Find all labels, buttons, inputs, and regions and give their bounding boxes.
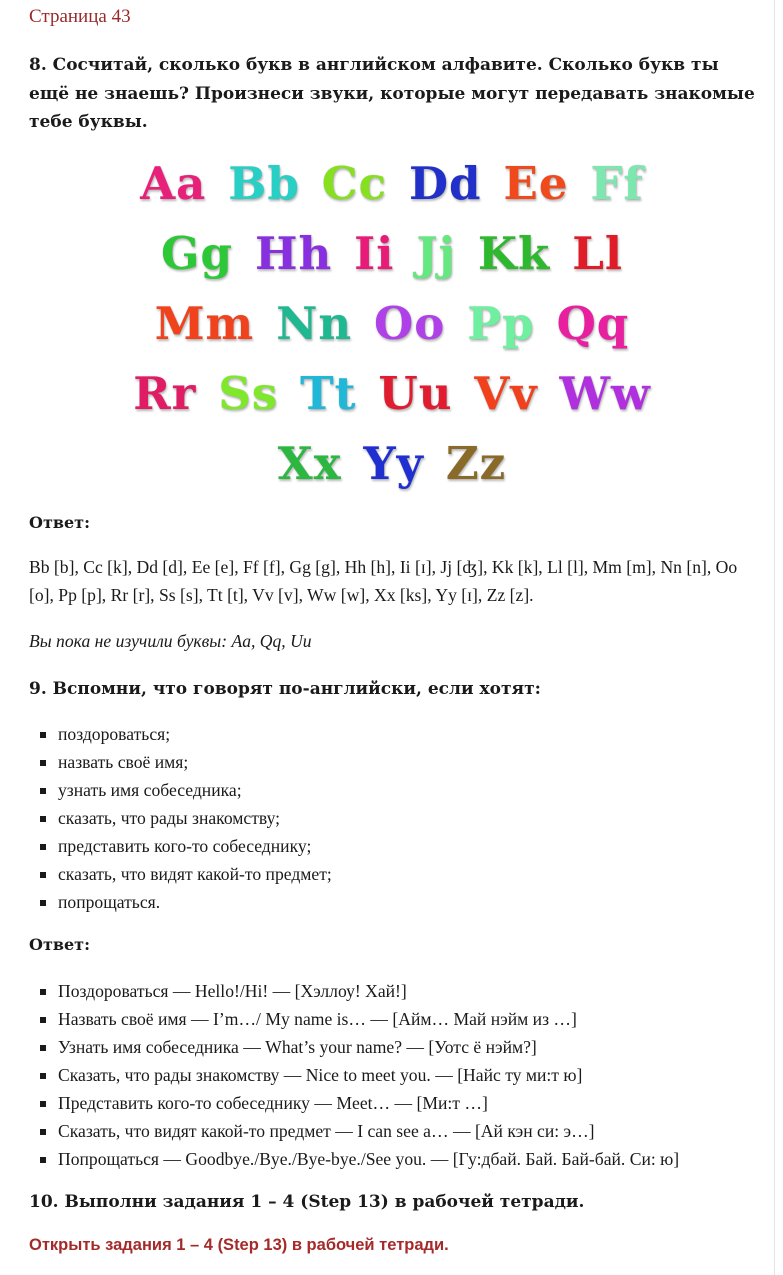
unlearned-letters-note: Вы пока не изучили буквы: Aa, Qq, Uu	[29, 631, 312, 651]
bullet-icon	[40, 816, 46, 822]
alphabet-letter: Vv	[474, 366, 538, 420]
alphabet-letter: Uu	[378, 366, 453, 420]
list-item	[29, 1089, 759, 1117]
bullet-icon	[40, 1073, 46, 1079]
list-item-text: попрощаться.	[58, 892, 161, 912]
list-item	[29, 977, 759, 1005]
list-item	[29, 720, 759, 748]
alphabet-letter: Gg	[161, 226, 233, 280]
alphabet-letter: Qq	[556, 296, 630, 350]
answer-text: Bb [b], Cc [k], Dd [d], Ee [e], Ff [f], Gg [g], Hh [h], Ii [ɪ], Jj [ʤ], Kk [k], Ll [l], Mm [m], Nn [n], Oo [o], Pp [p], Rr [r], Ss [s], Tt [t], Vv [v], Ww [w], Xx [ks], Yy [ɪ], Zz [z].	[29, 557, 738, 605]
bullet-icon	[40, 760, 46, 766]
list-item	[29, 1061, 759, 1089]
alphabet-row	[25, 358, 759, 428]
list-item	[29, 804, 759, 832]
alphabet-letter: Nn	[276, 296, 353, 350]
bullet-icon	[40, 1045, 46, 1051]
task-8-heading: 8. Сосчитай, сколько букв в английском алфавите. Сколько букв ты ещё не знаешь? Произнеси звуки, которые могут передавать знакомые тебе буквы.	[29, 55, 755, 132]
list-item	[29, 860, 759, 888]
list-item-text: Попрощаться — Goodbye./Bye./Bye-bye./See you. — [Гу:дбай. Бай. Бай-бай. Си: ю]	[58, 1149, 680, 1169]
list-item-text: представить кого-то собеседнику;	[58, 836, 312, 856]
bullet-icon	[40, 1017, 46, 1023]
alphabet-letter: Aa	[140, 156, 207, 210]
alphabet-letter: Rr	[133, 366, 197, 420]
alphabet-letter: Oo	[374, 296, 446, 350]
alphabet-letter: Xx	[277, 436, 342, 490]
list-item-text: сказать, что рады знакомству;	[58, 808, 281, 828]
alphabet-row	[25, 218, 759, 288]
alphabet-letter: Ll	[572, 226, 623, 280]
bullet-icon	[40, 788, 46, 794]
alphabet-letter: Cc	[321, 156, 388, 210]
alphabet-letter: Ff	[590, 156, 644, 210]
alphabet-letter: Bb	[228, 156, 300, 210]
alphabet-letter: Yy	[363, 436, 424, 490]
list-item-text: назвать своё имя;	[58, 752, 189, 772]
list-item	[29, 888, 759, 916]
alphabet-letter: Mm	[154, 296, 255, 350]
bullet-icon	[40, 1129, 46, 1135]
list-item-text: поздороваться;	[58, 724, 171, 744]
task-9-list	[29, 720, 759, 916]
alphabet-image	[29, 148, 759, 498]
page-title: Страница 43	[29, 6, 131, 27]
list-item	[29, 748, 759, 776]
list-item-text: Поздороваться — Hello!/Hi! — [Хэллоу! Хай!]	[58, 981, 407, 1001]
task-10-heading: 10. Выполни задания 1 – 4 (Step 13) в рабочей тетради.	[29, 1192, 585, 1212]
alphabet-letter: Hh	[254, 226, 333, 280]
list-item-text: Узнать имя собеседника — What’s your name? — [Уотс ё нэйм?]	[58, 1037, 537, 1057]
bullet-icon	[40, 1157, 46, 1163]
bullet-icon	[40, 900, 46, 906]
alphabet-letter: Dd	[409, 156, 482, 210]
alphabet-letter: Zz	[445, 436, 507, 490]
page-right-border	[774, 0, 783, 1275]
answer-label: Ответ:	[29, 935, 90, 954]
bullet-icon	[40, 989, 46, 995]
list-item	[29, 1117, 759, 1145]
list-item	[29, 1145, 759, 1173]
bullet-icon	[40, 872, 46, 878]
alphabet-letter: Ss	[218, 366, 279, 420]
alphabet-letter: Tt	[300, 366, 357, 420]
task-9-answer-list	[29, 977, 759, 1173]
task-9-heading: 9. Вспомни, что говорят по-английски, если хотят:	[29, 679, 541, 699]
list-item-text: Сказать, что видят какой-то предмет — I can see a… — [Ай кэн си: э…]	[58, 1121, 595, 1141]
answer-label: Ответ:	[29, 513, 90, 532]
list-item-text: сказать, что видят какой-то предмет;	[58, 864, 332, 884]
open-workbook-link[interactable]: Открыть задания 1 – 4 (Step 13) в рабочей тетради.	[29, 1236, 449, 1254]
alphabet-letter: Ii	[354, 226, 395, 280]
alphabet-row	[25, 148, 759, 218]
alphabet-row	[25, 428, 759, 498]
list-item-text: узнать имя собеседника;	[58, 780, 242, 800]
bullet-icon	[40, 844, 46, 850]
alphabet-row	[25, 288, 759, 358]
alphabet-letter: Ww	[559, 366, 651, 420]
list-item	[29, 1033, 759, 1061]
list-item	[29, 1005, 759, 1033]
alphabet-letter: Jj	[416, 226, 456, 280]
bullet-icon	[40, 732, 46, 738]
list-item-text: Представить кого-то собеседнику — Meet… — [Ми:т …]	[58, 1093, 488, 1113]
list-item	[29, 832, 759, 860]
alphabet-letter: Ee	[503, 156, 569, 210]
bullet-icon	[40, 1101, 46, 1107]
alphabet-letter: Kk	[477, 226, 551, 280]
list-item-text: Назвать своё имя — I’m…/ My name is… — [Айм… Май нэйм из …]	[58, 1009, 577, 1029]
alphabet-letter: Pp	[467, 296, 535, 350]
list-item-text: Сказать, что рады знакомству — Nice to meet you. — [Найс ту ми:т ю]	[58, 1065, 583, 1085]
list-item	[29, 776, 759, 804]
